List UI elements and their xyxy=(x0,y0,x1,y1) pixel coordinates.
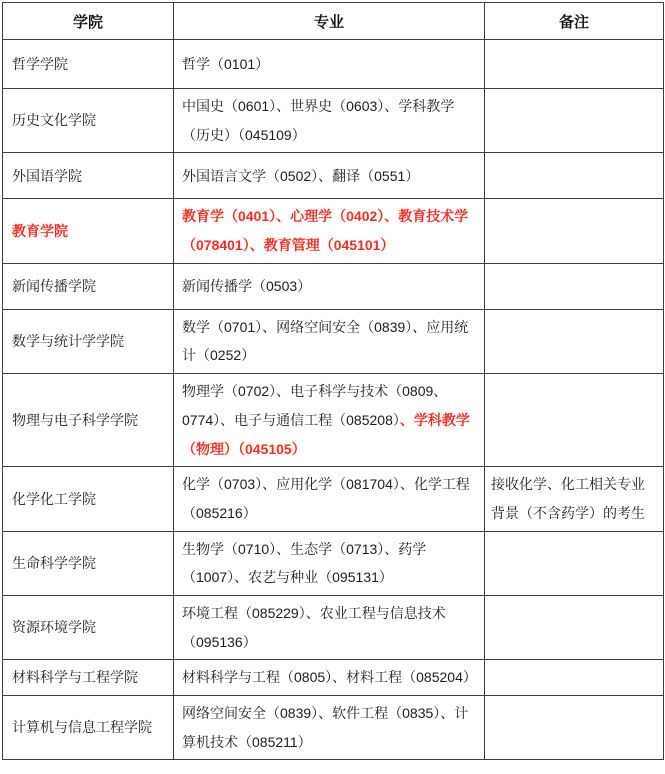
remark-cell xyxy=(485,374,664,467)
majors-text: 物理学（0702）、电子科学与技术（0809、0774）、电子与通信工程（085208） xyxy=(182,383,448,428)
college-cell: 计算机与信息工程学院 xyxy=(3,696,174,760)
remark-cell: 接收化学、化工相关专业背景（不含药学）的考生 xyxy=(485,467,664,531)
majors-cell xyxy=(174,89,485,153)
majors-cell xyxy=(174,153,485,199)
column-header-remark: 备注 xyxy=(485,3,664,40)
majors-text: 新闻传播学（0503） xyxy=(182,277,312,294)
remark-cell xyxy=(485,89,664,153)
college-cell: 哲学学院 xyxy=(3,40,174,89)
college-cell: 教育学院 xyxy=(3,199,174,263)
majors-cell xyxy=(174,309,485,373)
college-cell: 资源环境学院 xyxy=(3,595,174,659)
remark-cell xyxy=(485,199,664,263)
header-row xyxy=(3,3,664,40)
majors-text: 生物学（0710）、生态学（0713）、药学（1007）、农艺与种业（095131） xyxy=(182,540,427,586)
college-cell: 物理与电子科学学院 xyxy=(3,374,174,467)
remark-cell xyxy=(485,263,664,309)
table-row xyxy=(3,40,664,89)
table-row xyxy=(3,263,664,309)
majors-text: 材料科学与工程（0805）、材料工程（085204） xyxy=(182,669,477,686)
remark-cell xyxy=(485,309,664,373)
college-cell: 材料科学与工程学院 xyxy=(3,660,174,696)
column-header-college: 学院 xyxy=(3,3,174,40)
remark-cell xyxy=(485,660,664,696)
majors-text: 环境工程（085229）、农业工程与信息技术（095136） xyxy=(182,604,446,650)
remark-cell xyxy=(485,531,664,595)
majors-cell xyxy=(174,531,485,595)
table-row xyxy=(3,696,664,760)
majors-cell xyxy=(174,660,485,696)
table-row xyxy=(3,660,664,696)
majors-text: 化学（0703）、应用化学（081704）、化学工程（085216） xyxy=(182,476,470,521)
table-row xyxy=(3,467,664,531)
majors-cell xyxy=(174,199,485,263)
majors-cell xyxy=(174,467,485,531)
majors-cell xyxy=(174,374,485,467)
table-row xyxy=(3,309,664,373)
majors-cell xyxy=(174,40,485,89)
table-row xyxy=(3,153,664,199)
majors-text: 外国语言文学（0502）、翻译（0551） xyxy=(182,167,420,184)
majors-text: 哲学（0101） xyxy=(182,55,270,72)
remark-cell xyxy=(485,595,664,659)
table-row xyxy=(3,531,664,595)
majors-cell xyxy=(174,696,485,760)
majors-text: 中国史（0601）、世界史（0603）、学科教学（历史）（045109） xyxy=(182,98,455,143)
table-row xyxy=(3,374,664,467)
majors-red-text: 、学科教学（物理）（045105） xyxy=(182,411,470,457)
majors-cell xyxy=(174,595,485,659)
remark-cell xyxy=(485,696,664,760)
college-cell: 历史文化学院 xyxy=(3,89,174,153)
college-cell: 生命科学学院 xyxy=(3,531,174,595)
college-cell: 外国语学院 xyxy=(3,153,174,199)
college-cell: 数学与统计学学院 xyxy=(3,309,174,373)
table-row xyxy=(3,199,664,263)
majors-text: 网络空间安全（0839）、软件工程（0835）、计算机技术（085211） xyxy=(182,705,469,750)
table-row xyxy=(3,595,664,659)
remark-cell xyxy=(485,40,664,89)
majors-text: 数学（0701）、网络空间安全（0839）、应用统计（0252） xyxy=(182,318,469,364)
college-cell: 化学化工学院 xyxy=(3,467,174,531)
admissions-table xyxy=(2,2,664,760)
college-cell: 新闻传播学院 xyxy=(3,263,174,309)
majors-cell xyxy=(174,263,485,309)
column-header-major: 专业 xyxy=(174,3,485,40)
table-row xyxy=(3,89,664,153)
remark-cell xyxy=(485,153,664,199)
majors-red-text: 教育学（0401）、心理学（0402）、教育技术学（078401）、教育管理（045101） xyxy=(182,208,469,254)
